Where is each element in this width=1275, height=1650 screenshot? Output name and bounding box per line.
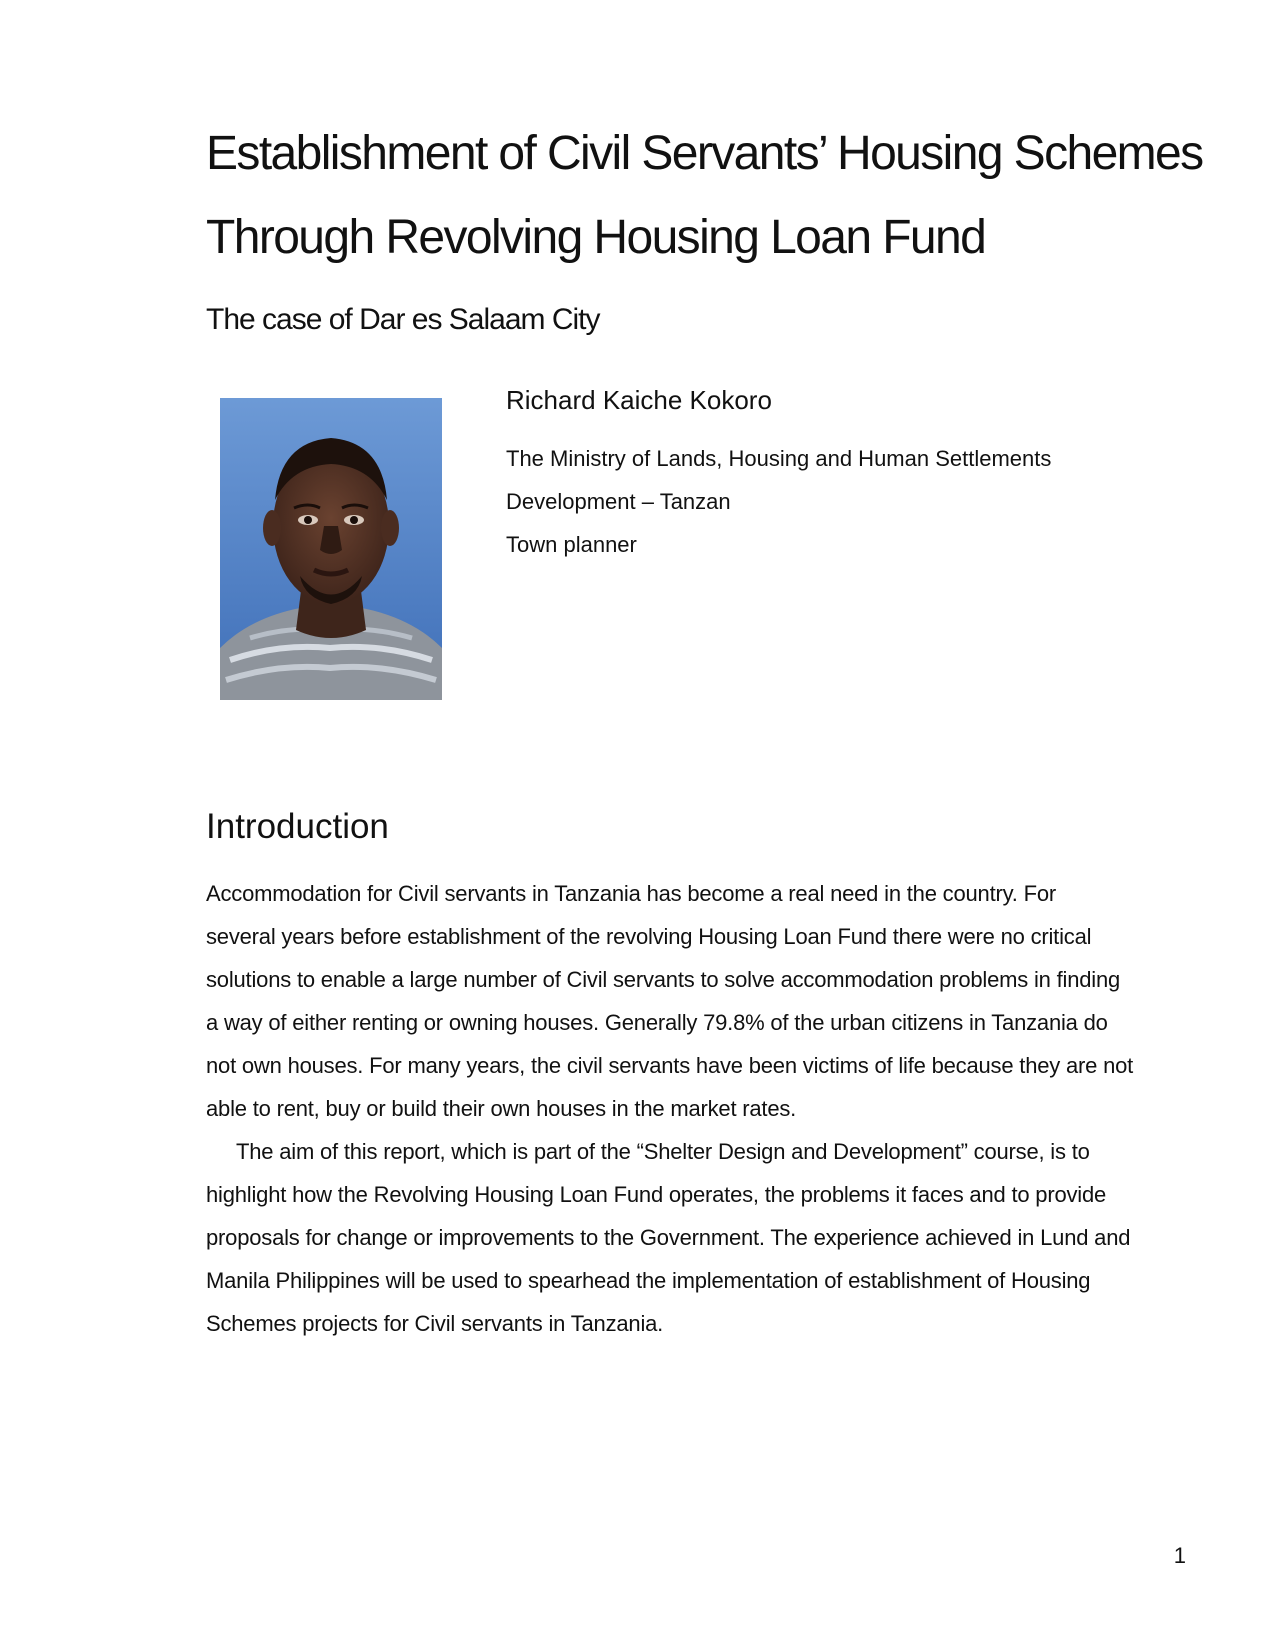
author-portrait-illustration bbox=[220, 398, 442, 700]
page-number: 1 bbox=[1173, 1543, 1186, 1568]
body-line: highlight how the Revolving Housing Loan Fund operates, the problems it faces and to provide bbox=[206, 1182, 1107, 1207]
author-name: Richard Kaiche Kokoro bbox=[506, 385, 772, 415]
introduction-body bbox=[206, 872, 1176, 1345]
title-line-2: Through Revolving Housing Loan Fund bbox=[206, 211, 986, 264]
body-line: Schemes projects for Civil servants in Tanzania. bbox=[206, 1311, 664, 1336]
author-affiliation-line-2: Development – Tanzan bbox=[506, 489, 731, 514]
section-heading-introduction: Introduction bbox=[206, 807, 389, 846]
body-line: a way of either renting or owning houses. Generally 79.8% of the urban citizens in Tanzania do bbox=[206, 1010, 1108, 1035]
document-subtitle: The case of Dar es Salaam City bbox=[206, 303, 600, 336]
body-line: proposals for change or improvements to the Government. The experience achieved in Lund and bbox=[206, 1225, 1131, 1250]
author-role: Town planner bbox=[506, 532, 637, 557]
author-portrait bbox=[220, 398, 442, 700]
body-line: Accommodation for Civil servants in Tanzania has become a real need in the country. For bbox=[206, 881, 1056, 906]
body-line: not own houses. For many years, the civil servants have been victims of life because they are not bbox=[206, 1053, 1134, 1078]
body-line: Manila Philippines will be used to spearhead the implementation of establishment of Housing bbox=[206, 1268, 1091, 1293]
document-title bbox=[206, 112, 1203, 280]
author-affiliation-line-1: The Ministry of Lands, Housing and Human Settlements bbox=[506, 446, 1052, 471]
title-line-1: Establishment of Civil Servants’ Housing Schemes bbox=[206, 127, 1203, 180]
author-info bbox=[506, 381, 1146, 566]
body-line: The aim of this report, which is part of the “Shelter Design and Development” course, is to bbox=[236, 1139, 1090, 1164]
body-line: several years before establishment of the revolving Housing Loan Fund there were no critical bbox=[206, 924, 1092, 949]
body-line: able to rent, buy or build their own houses in the market rates. bbox=[206, 1096, 797, 1121]
body-line: solutions to enable a large number of Civil servants to solve accommodation problems in finding bbox=[206, 967, 1121, 992]
